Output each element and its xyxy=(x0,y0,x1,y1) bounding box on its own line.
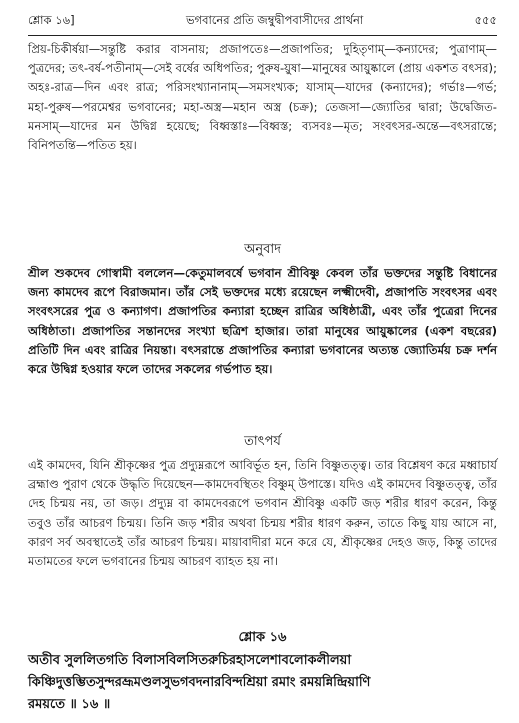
purport-section xyxy=(28,430,497,571)
verse-label: শ্লোক ১৬ xyxy=(238,630,287,645)
verse-line: কিঞ্চিদুত্তম্ভিতসুন্দরভ্রূমণ্ডলসুভগবদনারবিন্দশ্রিয়া রমাং রময়ন্নিন্দ্রিয়াণি xyxy=(28,675,371,690)
verse-line: অতীব সুললিতগতি বিলাসবিলসিতরুচিরহাসলেশাবলোকলীলয়া xyxy=(28,653,352,668)
verse-label-row xyxy=(28,628,497,648)
translation-heading: অনুবাদ xyxy=(244,242,281,257)
word-meanings-text: প্রিয়-চিকীর্ষয়া—সন্তুষ্টি করার বাসনায়; প্রজাপতেঃ—প্রজাপতির; দুহিতৃণাম্—কন্যাদের; পুত্রাণাম্—পুত্রদের; তৎ-বর্ষ-পতীনাম্—সেই বর্ষের অধিপতির; পুরুষ-য়ুষা—মানুষের আয়ুষ্কালে (প্রায় একশত বৎসর); অহঃ-রাত্র—দিন এবং রাত্র; পরিসংখ্যানানাম্—সমসংখ্যক; যাসাম্—যাদের (কন্যাদের); গর্ভাঃ—গর্ভ; মহা-পুরুষ—পরমেশ্বর ভগবানের; মহা-অস্ত্র—মহান অস্ত্র (চক্র); তেজসা—জ্যোতির দ্বারা; উদ্বেজিত-মনসাম্—যাদের মন উদ্বিগ্ন হয়েছে; বিধ্বস্তাঃ—বিধ্বস্ত; ব্যসবঃ—মৃত; সংবৎসর-অন্তে—বৎসরান্তে; বিনিপতন্তি—পতিত হয়। xyxy=(28,42,497,153)
running-title: ভগবানের প্রতি জম্বুদ্বীপবাসীদের প্রার্থনা xyxy=(185,12,364,27)
translation-text: শ্রীল শুকদেব গোস্বামী বললেন—কেতুমালবর্ষে ভগবান শ্রীবিষ্ণু কেবল তাঁর ভক্তদের সন্তুষ্টি বিধানের জন্য কামদেব রূপে বিরাজমান। তাঁর সেই ভক্তদের মধ্যে রয়েছেন লক্ষ্মীদেবী, প্রজাপতি সংবৎসর এবং সংবৎসরের পুত্র ও কন্যাগণ। প্রজাপতির কন্যারা হচ্ছেন রাত্রির অধিষ্ঠাত্রী, এবং তাঁর পুত্রেরা দিনের অধিষ্ঠাতা। প্রজাপতির সন্তানদের সংখ্যা ছত্রিশ হাজার। তারা মানুষের আয়ুষ্কালের (একশ বছরের) প্রতিটি দিন এবং রাত্রির নিয়ন্তা। বৎসরান্তে প্রজাপতির কন্যারা ভগবানের অত্যন্ত জ্যোতির্ময় চক্র দর্শন করে উদ্বিগ্ন হওয়ার ফলে তাদের সকলের গর্ভপাত হয়। xyxy=(28,266,497,377)
verse-text xyxy=(28,650,497,716)
purport-heading: তাৎপর্য xyxy=(244,434,281,449)
purport-text: এই কামদেব, যিনি শ্রীকৃষ্ণের পুত্র প্রদ্যুম্নরূপে আবির্ভূত হন, তিনি বিষ্ণুতত্ত্ব। তার বিশ্লেষণ করে মধ্বাচার্য ব্রহ্মাণ্ড পুরাণ থেকে উদ্ধৃতি দিয়েছেন—কামদেবস্থিতং বিষ্ণুম্ উপাস্তে। যদিও এই কামদেব বিষ্ণুতত্ত্ব, তাঁর দেহ চিন্ময় নয়, তা জড়। প্রদ্যুম্ন বা কামদেবরূপে ভগবান শ্রীবিষ্ণু একটি জড় শরীর ধারণ করেন, কিন্তু তবুও তাঁর আচরণ চিন্ময়। তিনি জড় শরীর অথবা চিন্ময় শরীর ধারণ করুন, তাতে কিছু যায় আসে না, কারণ সর্ব অবস্থাতেই তাঁর আচরণ চিন্ময়। মায়াবাদীরা মনে করে যে, শ্রীকৃষ্ণের দেহও জড়, কিন্তু তাদের মতামতের ফলে ভগবানের চিন্ময় আচরণ ব্যাহত হয় না। xyxy=(28,458,497,569)
word-meanings-section xyxy=(28,40,497,155)
page-header xyxy=(28,10,497,36)
translation-section xyxy=(28,238,497,379)
verse-line: রময়তে ॥ ১৬ ॥ xyxy=(28,697,111,712)
page-number: ৫৫৫ xyxy=(474,12,497,27)
chapter-verse-ref: শ্লোক ১৬] xyxy=(28,12,75,27)
